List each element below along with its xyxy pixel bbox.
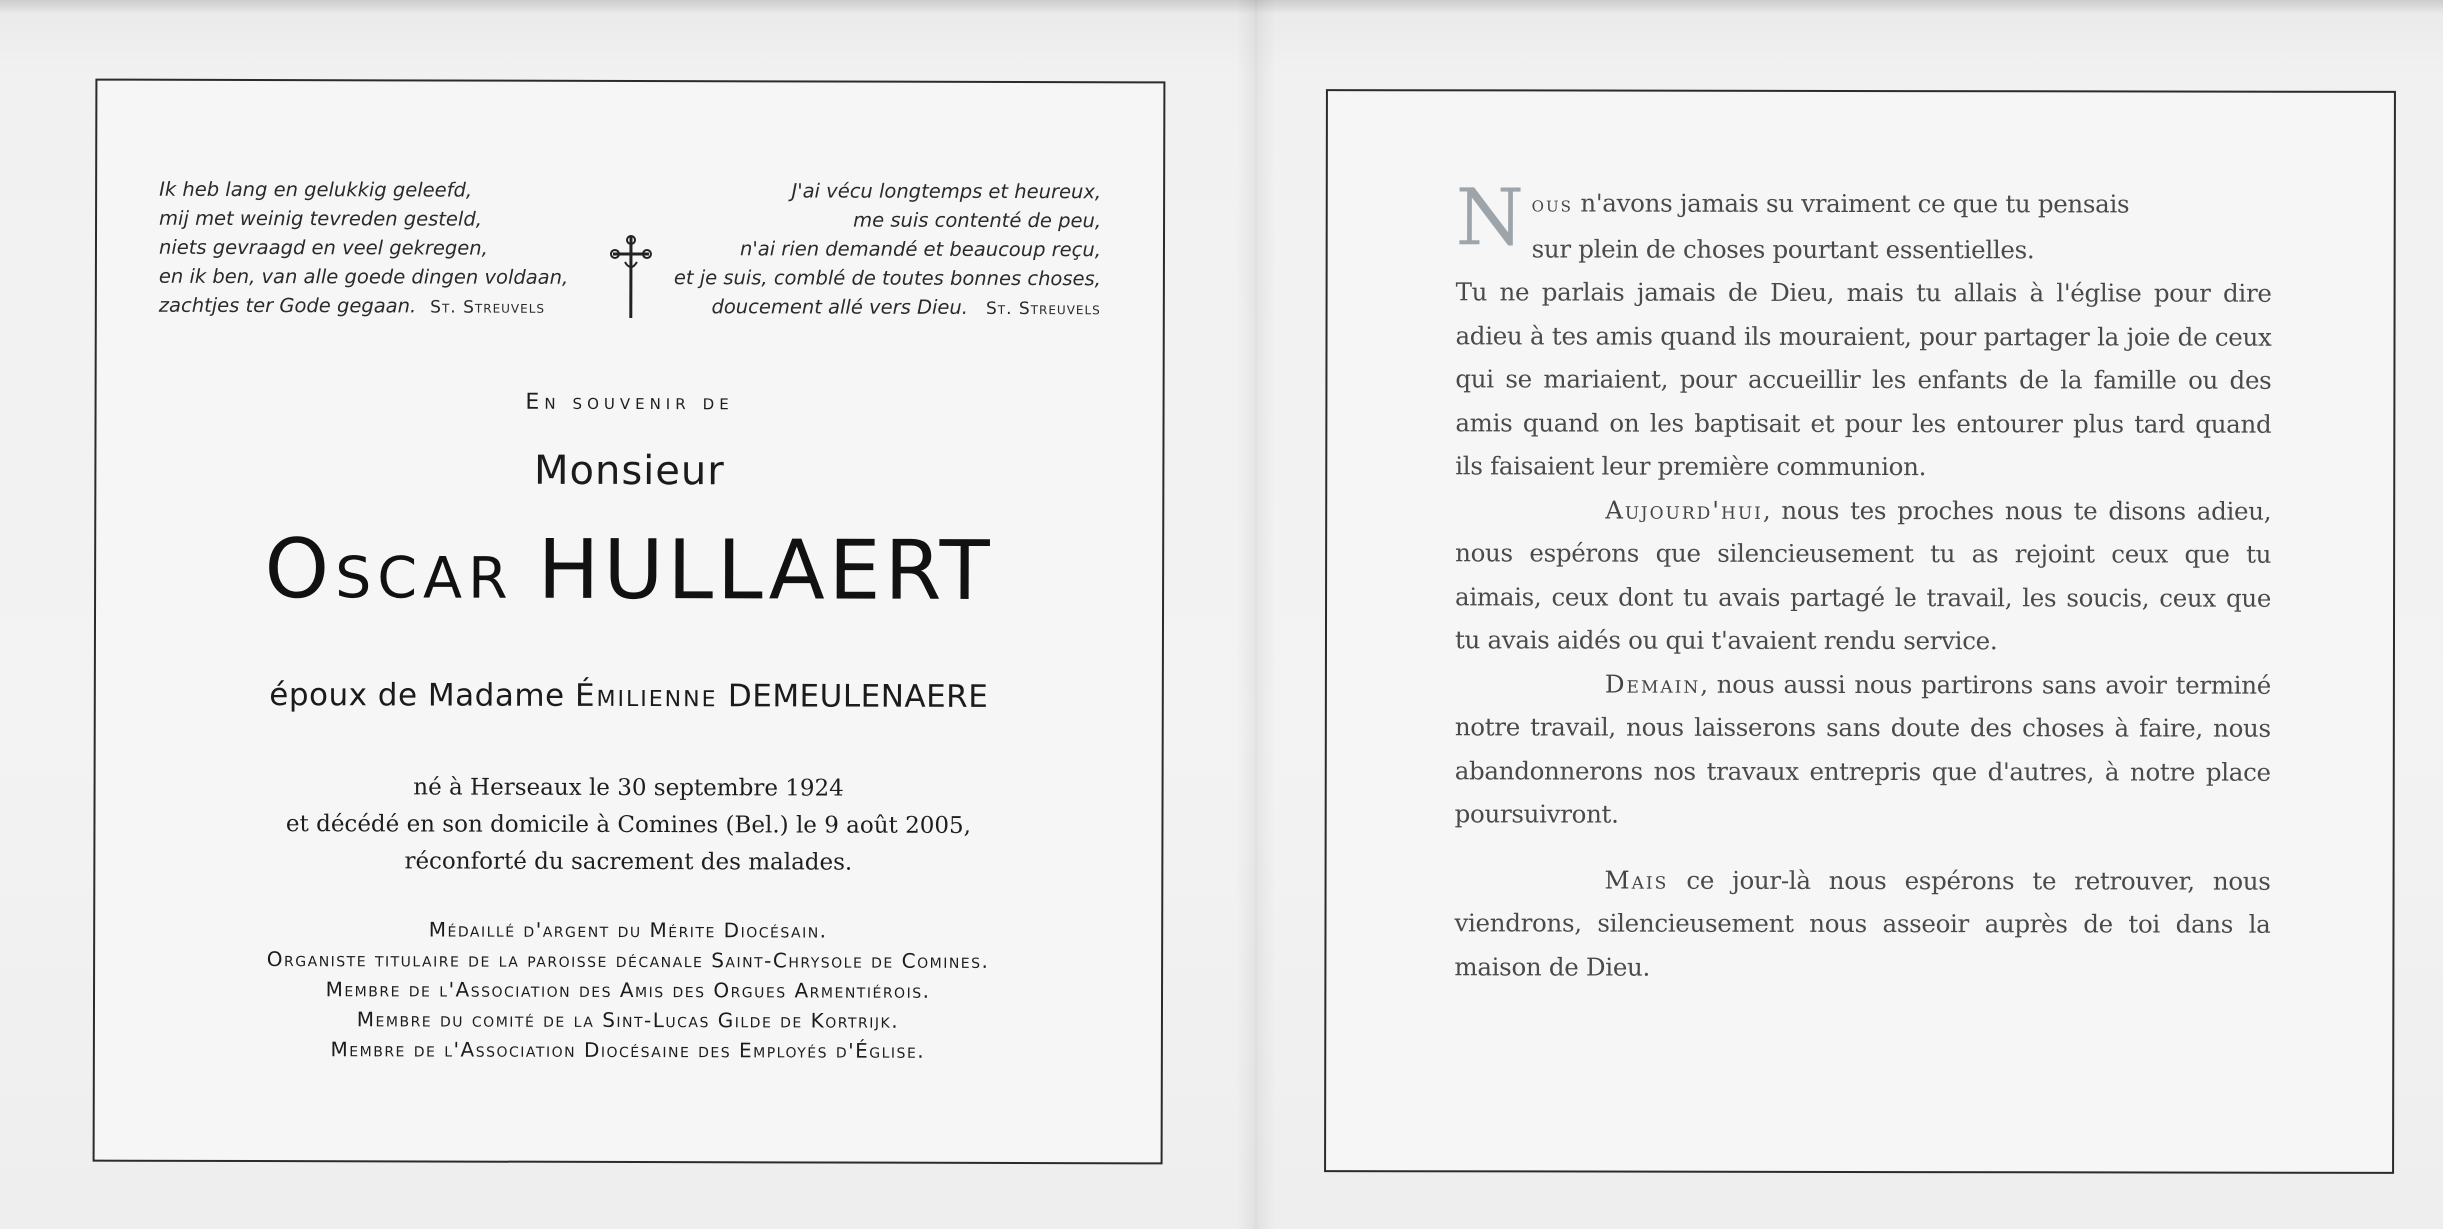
lead-word: Demain	[1604, 669, 1701, 699]
poem-line: n'ai rien demandé et beaucoup reçu,	[740, 237, 1102, 262]
poem-line: mij met weinig tevreden gesteld,	[159, 206, 482, 231]
spouse-first-name: Émilienne	[574, 677, 718, 715]
paragraph-text: ce jour-là nous espérons te retrouver, nous viendrons, silencieusement nous asseoir auprès de toi dans la maison de Dieu.	[1454, 865, 2271, 982]
lead-word: Mais	[1604, 865, 1669, 895]
eulogy-paragraph-1	[1455, 173, 2272, 271]
eulogy-paragraph-2: Tu ne parlais jamais de Dieu, mais tu allais à l'église pour dire adieu à tes amis quand ils mouraient, pour partager la joie de ceux qui se mariaient, pour accueillir les enfants de la famille ou des amis quand on les baptisait et pour les entourer plus tard quand ils faisaient leur première communion.	[1455, 277, 2272, 482]
eulogy-paragraph-3	[1455, 488, 2271, 663]
eulogy-paragraph-5	[1454, 858, 2270, 990]
honor-line: Membre de l'Association des Amis des Orgues Armentiérois.	[325, 977, 931, 1003]
poem-french	[671, 176, 1101, 324]
poem-line: me suis contenté de peu,	[853, 208, 1102, 233]
spouse-prefix: époux de Madame	[269, 677, 565, 714]
date-line: réconforté du sacrement des malades.	[404, 848, 853, 876]
second-line: sur plein de choses pourtant essentielles.	[1531, 233, 2035, 264]
left-card	[93, 79, 1166, 1165]
spouse-last-name: DEMEULENAERE	[727, 678, 989, 715]
poem-line	[671, 292, 1101, 324]
poem-line-text: zachtjes ter Gode gegaan.	[158, 293, 417, 318]
card-fold	[1236, 0, 1276, 1229]
eulogy-paragraph-4	[1455, 662, 2271, 837]
poem-line: et je suis, comblé de toutes bonnes choses,	[673, 266, 1101, 291]
honor-line: Membre du comité de la Sint-Lucas Gilde de Kortrijk.	[356, 1007, 900, 1033]
honor-line: Membre de l'Association Diocésaine des Employés d'Église.	[330, 1037, 926, 1063]
date-line: né à Herseaux le 30 septembre 1924	[413, 774, 844, 802]
poem-line: J'ai vécu longtemps et heureux,	[791, 179, 1102, 204]
deceased-name	[96, 522, 1162, 619]
memorial-intro: En souvenir de	[525, 389, 734, 416]
scan-top-shadow	[0, 0, 2443, 14]
poem-signature: St. Streuvels	[985, 298, 1101, 320]
poem-dutch	[159, 175, 589, 323]
honor-line: Organiste titulaire de la paroisse décanale Saint-Chrysole de Comines.	[266, 947, 990, 973]
poem-line	[159, 291, 589, 323]
last-name: HULLAERT	[537, 522, 994, 619]
honor-line: Médaillé d'argent du Mérite Diocésain.	[428, 917, 828, 943]
drop-cap: N	[1455, 173, 1524, 264]
date-line: et décédé en son domicile à Comines (Bel.) le 9 août 2005,	[285, 811, 972, 839]
lead-word: Aujourd'hui	[1605, 495, 1763, 525]
first-name: Oscar	[264, 522, 514, 618]
lead-word: ous	[1531, 192, 1573, 218]
poem-line: en ik ben, van alle goede dingen voldaan,	[158, 264, 569, 289]
life-dates	[95, 769, 1161, 883]
paragraph-text: , nous tes proches nous te disons adieu, nous espérons que silencieusement tu as rejoint ceux que tu aimais, ceux dont tu avais partagé le travail, les soucis, ceux que tu avais aidés ou qui t'avaient rendu service.	[1454, 495, 2272, 656]
spouse-line	[96, 677, 1162, 716]
first-line	[1532, 188, 2130, 218]
cross-icon	[609, 232, 653, 322]
poem-signature: St. Streuvels	[430, 297, 546, 318]
paragraph-text: , nous aussi nous partirons sans avoir terminé notre travail, nous laisserons sans doute des choses à faire, nous abandonnerons nos travaux entrepris que d'autres, à notre place poursuivront.	[1454, 669, 2271, 829]
line-text: n'avons jamais su vraiment ce que tu pensais	[1572, 188, 2130, 219]
right-card	[1324, 89, 2396, 1174]
eulogy-text	[1454, 173, 2272, 989]
poem-line-text: doucement allé vers Dieu.	[711, 295, 968, 319]
poem-line: niets gevraagd en veel gekregen,	[158, 235, 488, 260]
honors-list	[95, 914, 1161, 1067]
honorific: Monsieur	[533, 447, 725, 495]
poem-line: Ik heb lang en gelukkig geleefd,	[159, 177, 473, 202]
